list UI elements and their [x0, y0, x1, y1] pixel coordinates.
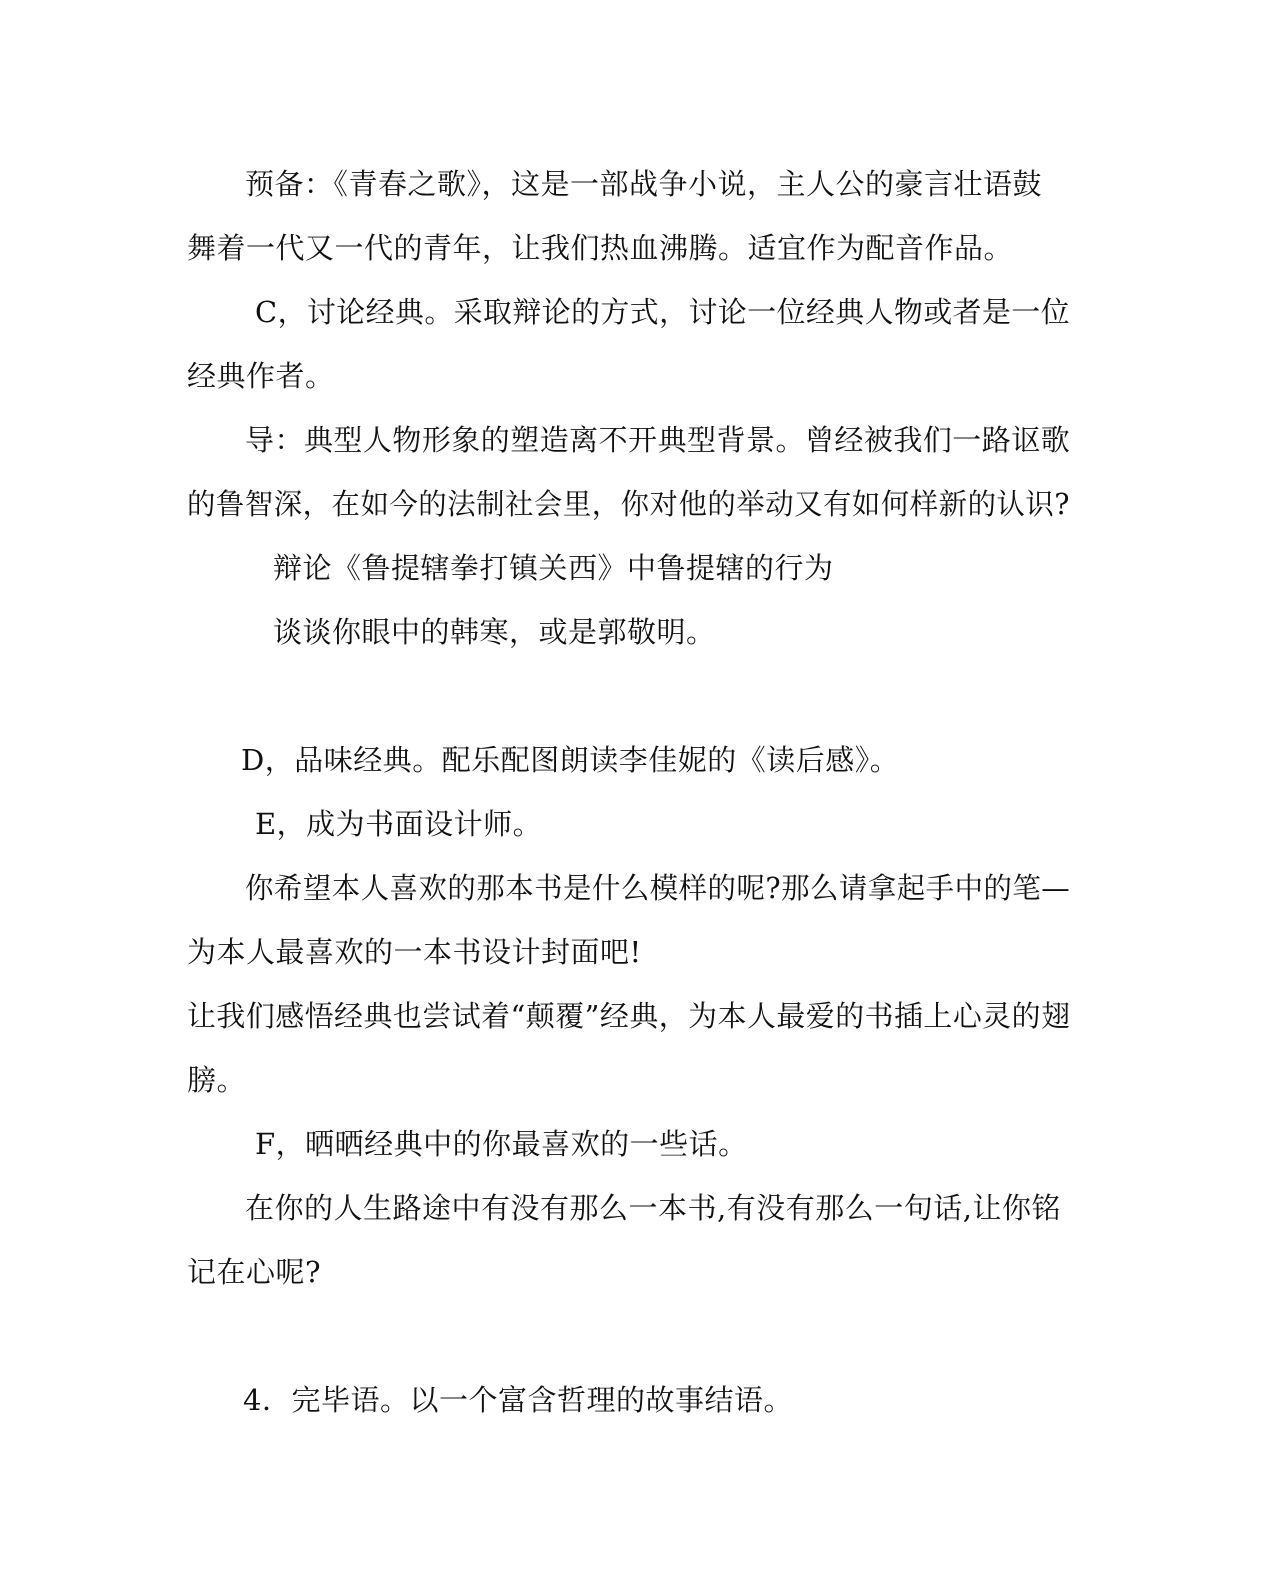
paragraph-line: E，成为书面设计师。 [255, 807, 543, 841]
paragraph-line: 舞着一代又一代的青年，让我们热血沸腾。适宜作为配音作品。 [187, 231, 1014, 265]
paragraph-line: 4．完毕语。以一个富含哲理的故事结语。 [243, 1383, 793, 1417]
paragraph-line: 在你的人生路途中有没有那么一本书,有没有那么一句话,让你铭 [245, 1191, 1061, 1225]
paragraph-line: 导：典型人物形象的塑造离不开典型背景。曾经被我们一路讴歌 [245, 423, 1071, 457]
paragraph-line: 你希望本人喜欢的那本书是什么模样的呢?那么请拿起手中的笔— [245, 871, 1071, 905]
paragraph-line: F，晒晒经典中的你最喜欢的一些话。 [255, 1127, 748, 1161]
paragraph-line: 谈谈你眼中的韩寒，或是郭敬明。 [273, 615, 716, 649]
paragraph-line: 的鲁智深，在如今的法制社会里，你对他的举动又有如何样新的认识? [187, 487, 1071, 521]
paragraph-line: 让我们感悟经典也尝试着“颠覆”经典，为本人最爱的书插上心灵的翅 [187, 999, 1071, 1033]
paragraph-line: 为本人最喜欢的一本书设计封面吧! [187, 935, 642, 969]
paragraph-line: 记在心呢? [187, 1255, 322, 1289]
paragraph-line: 预备：《青春之歌》，这是一部战争小说，主人公的豪言壮语鼓 [245, 167, 1043, 201]
paragraph-line: 辩论《鲁提辖拳打镇关西》中鲁提辖的行为 [273, 551, 834, 585]
paragraph-line: 经典作者。 [187, 359, 335, 393]
paragraph-line: 膀。 [187, 1063, 247, 1097]
paragraph-line: D，品味经典。配乐配图朗读李佳妮的《读后感》。 [241, 743, 900, 777]
paragraph-line: C，讨论经典。采取辩论的方式，讨论一位经典人物或者是一位 [255, 295, 1071, 329]
